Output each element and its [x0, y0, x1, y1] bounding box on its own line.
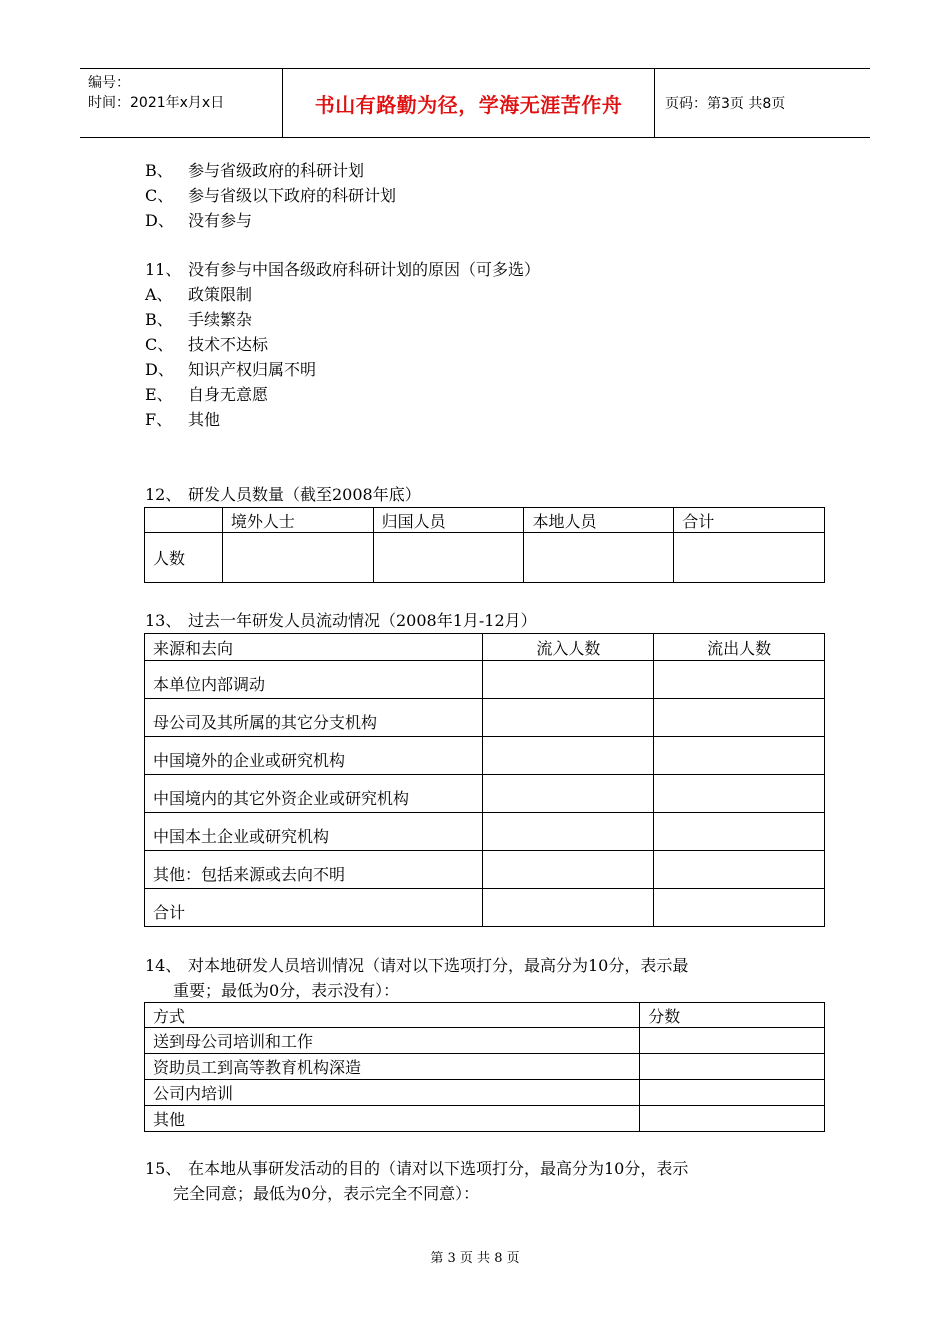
table-row [145, 1080, 825, 1106]
table-header-cell: 来源和去向 [145, 634, 483, 661]
row-label: 本单位内部调动 [145, 661, 483, 699]
q15-question-line1: 15、 在本地从事研发活动的目的（请对以下选项打分，最高分为10分，表示 [145, 1159, 689, 1178]
input-cell[interactable] [654, 813, 825, 851]
input-cell[interactable] [654, 775, 825, 813]
input-cell[interactable] [483, 813, 654, 851]
page-header [80, 68, 870, 138]
input-cell[interactable] [524, 533, 674, 583]
row-label: 中国境内的其它外资企业或研究机构 [145, 775, 483, 813]
input-cell[interactable] [640, 1080, 825, 1106]
row-label: 合计 [145, 889, 483, 927]
header-page-label: 页码：第3页 共8页 [665, 96, 786, 112]
input-cell[interactable] [373, 533, 524, 583]
input-cell[interactable] [222, 533, 373, 583]
table-row [145, 699, 825, 737]
row-label: 母公司及其所属的其它分支机构 [145, 699, 483, 737]
q14-question-line2: 重要；最低为0分，表示没有）： [173, 981, 400, 1000]
input-cell[interactable] [483, 661, 654, 699]
input-cell[interactable] [483, 851, 654, 889]
time-label: 时间：2021年x月x日 [88, 95, 225, 111]
table-row [145, 889, 825, 927]
row-label: 其他：包括来源或去向不明 [145, 851, 483, 889]
table-header-cell: 本地人员 [524, 508, 674, 533]
q14-table [144, 1002, 825, 1132]
input-cell[interactable] [483, 775, 654, 813]
table-header-row [145, 508, 825, 533]
number-label: 编号： [88, 75, 130, 91]
input-cell[interactable] [483, 699, 654, 737]
table-header-cell: 境外人士 [222, 508, 373, 533]
q10-option-c: C、 参与省级以下政府的科研计划 [145, 186, 397, 205]
table-row [145, 737, 825, 775]
q13-question: 13、 过去一年研发人员流动情况（2008年1月-12月） [145, 611, 537, 630]
input-cell[interactable] [483, 737, 654, 775]
table-header-row [145, 1003, 825, 1028]
table-header-cell: 归国人员 [373, 508, 524, 533]
q11-option-d: D、 知识产权归属不明 [145, 360, 317, 379]
q12-question: 12、 研发人员数量（截至2008年底） [145, 485, 421, 504]
table-row [145, 533, 825, 583]
table-header-cell: 分数 [640, 1003, 825, 1028]
table-row [145, 775, 825, 813]
row-label: 公司内培训 [145, 1080, 640, 1106]
q14-question-line1: 14、 对本地研发人员培训情况（请对以下选项打分，最高分为10分，表示最 [145, 956, 689, 975]
input-cell[interactable] [674, 533, 825, 583]
input-cell[interactable] [640, 1028, 825, 1054]
input-cell[interactable] [483, 889, 654, 927]
header-motto: 书山有路勤为径，学海无涯苦作舟 [283, 69, 655, 137]
input-cell[interactable] [640, 1106, 825, 1132]
table-header-cell: 流入人数 [483, 634, 654, 661]
q15-question-line2: 完全同意；最低为0分，表示完全不同意）： [173, 1184, 480, 1203]
row-label: 送到母公司培训和工作 [145, 1028, 640, 1054]
input-cell[interactable] [640, 1054, 825, 1080]
table-header-cell: 方式 [145, 1003, 640, 1028]
q11-option-c: C、 技术不达标 [145, 335, 269, 354]
input-cell[interactable] [654, 699, 825, 737]
page-footer: 第 3 页 共 8 页 [430, 1251, 520, 1266]
table-row [145, 1028, 825, 1054]
q11-question: 11、 没有参与中国各级政府科研计划的原因（可多选） [145, 260, 541, 279]
table-header-cell: 流出人数 [654, 634, 825, 661]
q10-option-b: B、 参与省级政府的科研计划 [145, 161, 365, 180]
q11-option-f: F、 其他 [145, 410, 221, 429]
table-header-row [145, 634, 825, 661]
q11-option-e: E、 自身无意愿 [145, 385, 269, 404]
q12-table [144, 507, 825, 583]
row-label: 中国境外的企业或研究机构 [145, 737, 483, 775]
table-row [145, 813, 825, 851]
input-cell[interactable] [654, 661, 825, 699]
q13-table [144, 633, 825, 927]
table-header-cell [145, 508, 223, 533]
row-label: 其他 [145, 1106, 640, 1132]
row-label: 中国本土企业或研究机构 [145, 813, 483, 851]
table-row [145, 851, 825, 889]
table-row [145, 1106, 825, 1132]
table-header-cell: 合计 [674, 508, 825, 533]
q11-option-a: A、 政策限制 [145, 285, 253, 304]
header-meta [80, 69, 283, 137]
table-row [145, 1054, 825, 1080]
input-cell[interactable] [654, 851, 825, 889]
row-label: 资助员工到高等教育机构深造 [145, 1054, 640, 1080]
input-cell[interactable] [654, 737, 825, 775]
row-label: 人数 [145, 533, 223, 583]
input-cell[interactable] [654, 889, 825, 927]
table-row [145, 661, 825, 699]
q10-option-d: D、 没有参与 [145, 211, 253, 230]
q11-option-b: B、 手续繁杂 [145, 310, 253, 329]
